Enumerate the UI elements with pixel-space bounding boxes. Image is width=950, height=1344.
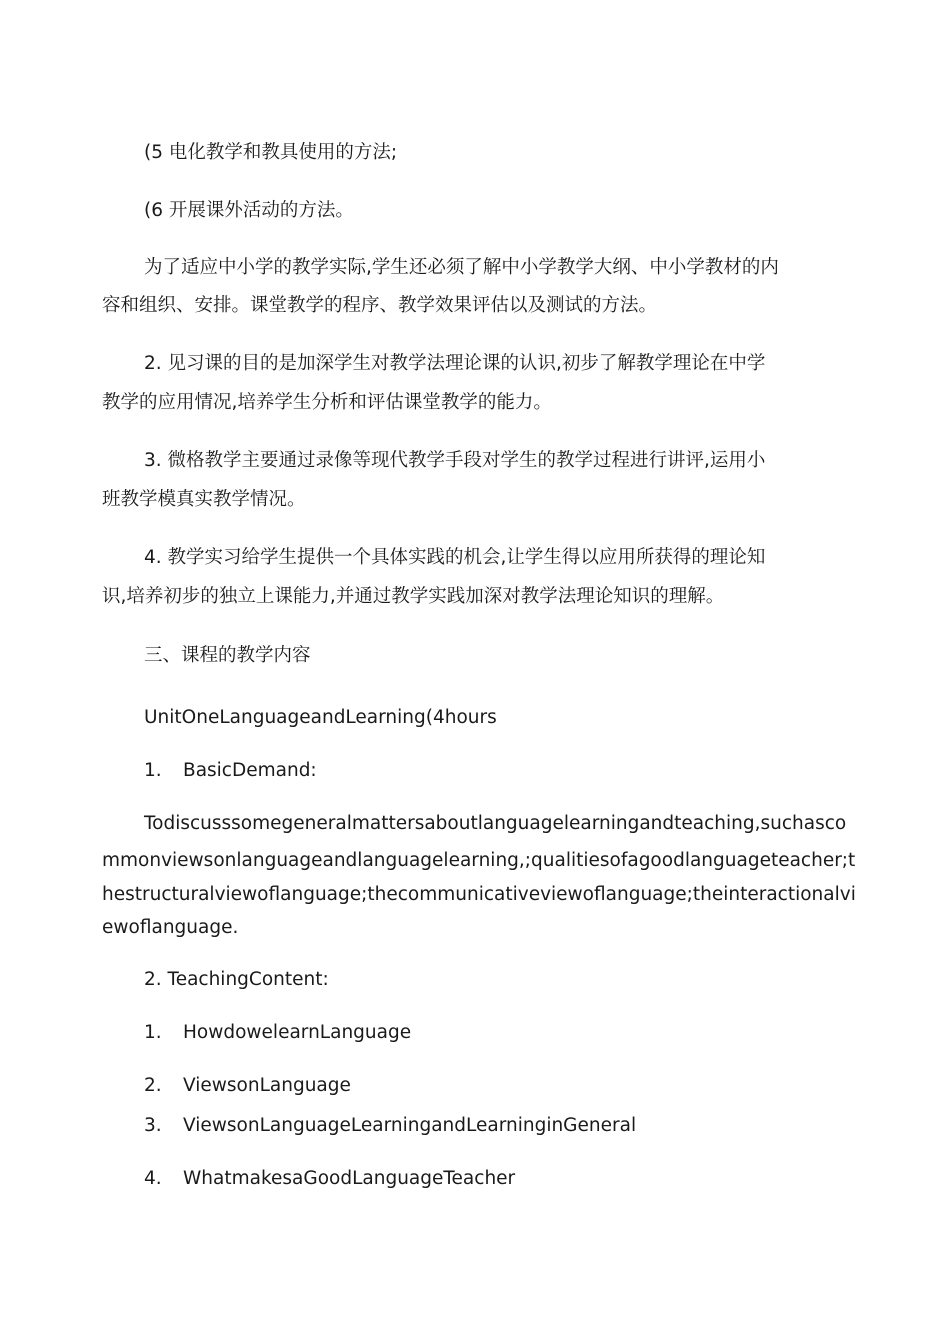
paragraph-line: Todiscusssomegeneralmattersaboutlanguagelearningandteaching,suchasco bbox=[144, 813, 847, 834]
paragraph-line: 识,培养初步的独立上课能力,并通过教学实践加深对教学法理论知识的理解。 bbox=[102, 586, 725, 607]
list-item-number: 4. bbox=[144, 1168, 162, 1189]
basic-demand-number: 1. bbox=[144, 760, 162, 781]
list-item-number: 3. bbox=[144, 1115, 162, 1136]
list-item: ViewsonLanguage bbox=[183, 1075, 351, 1096]
paragraph-line: hestructuralviewoflanguage;thecommunicativeviewoflanguage;theinteractionalvi bbox=[102, 884, 856, 905]
list-item: HowdowelearnLanguage bbox=[183, 1022, 412, 1043]
paragraph-line: 4. 教学实习给学生提供一个具体实践的机会,让学生得以应用所获得的理论知 bbox=[144, 547, 766, 568]
paragraph-line: 班教学模真实教学情况。 bbox=[102, 489, 306, 510]
section-heading: 三、课程的教学内容 bbox=[144, 645, 311, 666]
teaching-content-heading: 2. TeachingContent: bbox=[144, 969, 329, 990]
list-item: ViewsonLanguageLearningandLearninginGeneral bbox=[183, 1115, 637, 1136]
paragraph-line: 为了适应中小学的教学实际,学生还必须了解中小学教学大纲、中小学教材的内 bbox=[144, 257, 779, 278]
list-item-number: 2. bbox=[144, 1075, 162, 1096]
paragraph-line: mmonviewsonlanguageandlanguagelearning,;qualitiesofagoodlanguageteacher;t bbox=[102, 850, 856, 871]
list-item: WhatmakesaGoodLanguageTeacher bbox=[183, 1168, 516, 1189]
list-item-number: 1. bbox=[144, 1022, 162, 1043]
paragraph-line: 2. 见习课的目的是加深学生对教学法理论课的认识,初步了解教学理论在中学 bbox=[144, 353, 766, 374]
unit-title: UnitOneLanguageandLearning(4hours bbox=[144, 707, 497, 728]
paragraph-line: 3. 微格教学主要通过录像等现代教学手段对学生的教学过程进行讲评,运用小 bbox=[144, 450, 766, 471]
paragraph-line: 容和组织、安排。课堂教学的程序、教学效果评估以及测试的方法。 bbox=[102, 295, 658, 316]
list-item-5: (5 电化教学和教具使用的方法; bbox=[144, 142, 398, 163]
paragraph-line: 教学的应用情况,培养学生分析和评估课堂教学的能力。 bbox=[102, 392, 552, 413]
paragraph-line: ewoflanguage. bbox=[102, 917, 239, 938]
list-item-6: (6 开展课外活动的方法。 bbox=[144, 200, 354, 221]
basic-demand-label: BasicDemand: bbox=[183, 760, 317, 781]
